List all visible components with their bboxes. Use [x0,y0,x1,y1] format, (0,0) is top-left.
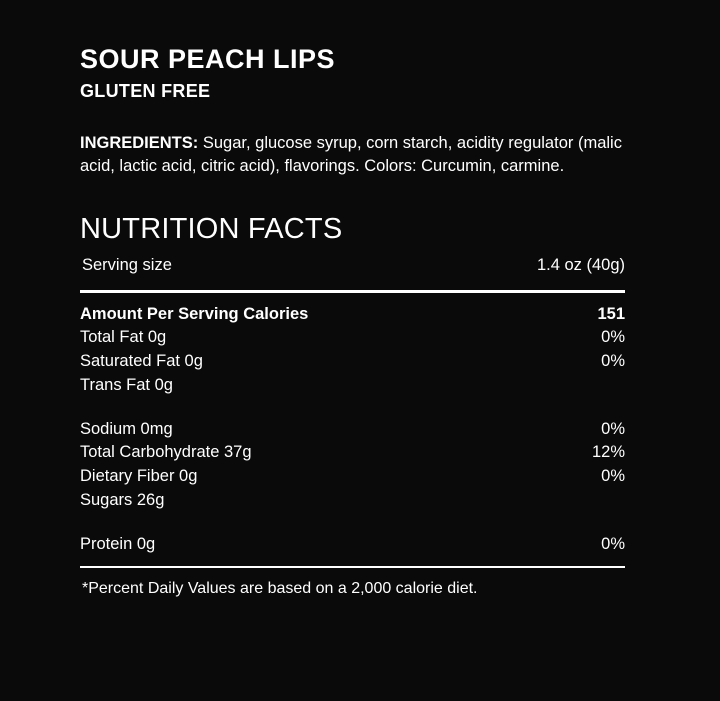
nutrient-value: 0% [601,328,625,347]
ingredients-text: Sugar, glucose syrup, corn starch, acidity regulator (malic acid, lactic acid, citric acid), flavorings. Colors: Curcumin, carmine. [80,134,622,176]
daily-value-footnote: *Percent Daily Values are based on a 2,000 calorie diet. [82,580,478,598]
nutrient-name: Saturated Fat 0g [80,352,203,371]
table-row [80,533,625,557]
group-spacer [80,398,625,418]
product-title: SOUR PEACH LIPS [80,44,336,74]
carbohydrate-group [80,418,625,513]
product-subtitle: GLUTEN FREE [80,81,211,102]
nutrient-value: 0% [601,352,625,371]
serving-size-label: Serving size [82,255,172,274]
table-row [80,326,625,350]
serving-size-row [80,254,625,278]
group-spacer [80,513,625,533]
nutrition-facts-panel [80,213,625,599]
nutrient-name: Sugars 26g [80,490,165,509]
nutrient-value: 12% [591,443,625,462]
table-row [80,465,625,489]
nutrient-name: Sodium 0mg [80,419,173,438]
table-row [80,441,625,465]
ingredients-label: INGREDIENTS: [80,134,199,153]
table-row [80,418,625,442]
table-row [80,350,625,374]
nutrient-value: 0% [601,534,625,553]
nutrient-name: Trans Fat 0g [80,375,173,394]
nutrient-name: Total Fat 0g [80,328,167,347]
calories-row [80,303,625,327]
nutrient-value: 0% [601,419,625,438]
divider-thin [80,566,625,568]
nutrient-name: Protein 0g [80,534,156,553]
table-row [80,374,625,398]
nutrient-name: Dietary Fiber 0g [80,467,198,486]
table-row [80,489,625,513]
nutrition-facts-heading: NUTRITION FACTS [80,212,343,245]
serving-size-value: 1.4 oz (40g) [536,255,625,274]
nutrient-value: 0% [601,467,625,486]
ingredients-paragraph [80,132,625,179]
protein-group [80,533,625,557]
fat-group [80,326,625,397]
calories-label: Amount Per Serving Calories [80,304,309,323]
nutrient-name: Total Carbohydrate 37g [80,443,252,462]
calories-value: 151 [597,304,625,323]
divider-thick [80,290,625,293]
